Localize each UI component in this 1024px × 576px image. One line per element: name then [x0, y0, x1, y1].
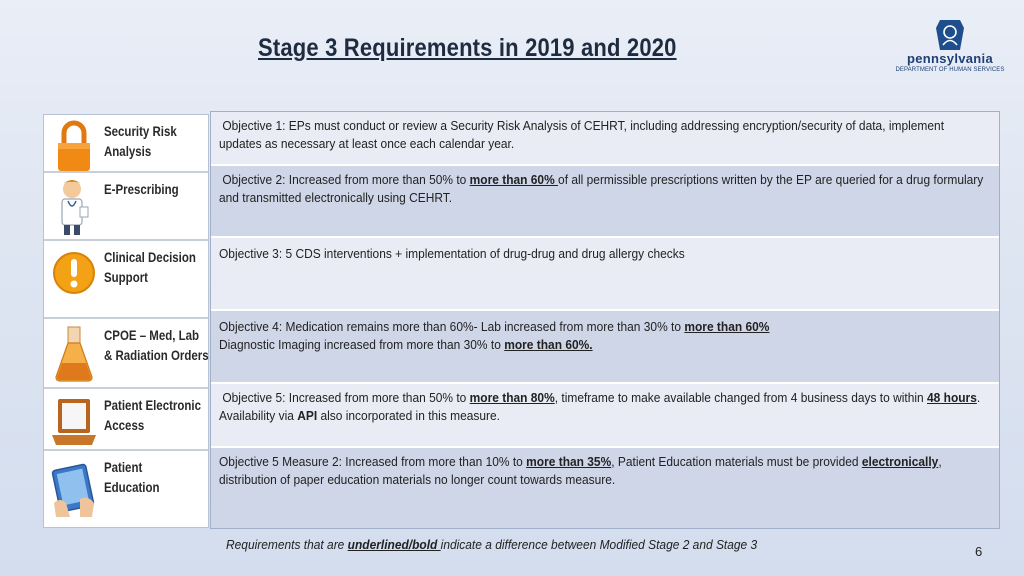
- category-e-prescribing: [44, 173, 208, 241]
- category-label-line1: Security Risk: [104, 123, 177, 139]
- changed-value: more than 60%.: [504, 337, 593, 352]
- changed-value: more than 60%: [684, 319, 770, 334]
- category-label-line1: Patient Electronic: [104, 397, 201, 413]
- footnote-emphasis: underlined/bold: [347, 537, 441, 552]
- pa-dhs-logo: [880, 18, 1020, 82]
- doctor-icon: [50, 177, 98, 237]
- objective-row-4: [211, 311, 999, 384]
- category-label-line2: Education: [104, 479, 160, 495]
- objective-text: Objective 1: EPs must conduct or review a Security Risk Analysis of CEHRT, including addressing encryption/security of data, implement updates as necessary at least once each calendar year.: [219, 118, 945, 151]
- objective-text: Objective 3: 5 CDS interventions + implementation of drug-drug and drug allergy checks: [219, 246, 685, 261]
- objective-row-2: [211, 166, 999, 238]
- category-label-line1: Clinical Decision: [104, 249, 196, 265]
- category-cpoe: [44, 319, 208, 389]
- warning-icon: [50, 245, 98, 305]
- category-label-line1: CPOE – Med, Lab: [104, 327, 200, 343]
- category-label-line2: Analysis: [104, 143, 152, 159]
- category-column: [43, 114, 209, 528]
- category-label-line1: E-Prescribing: [104, 181, 179, 197]
- objectives-table: [210, 111, 1000, 529]
- logo-department: DEPARTMENT OF HUMAN SERVICES: [895, 67, 1005, 73]
- api-term: API: [297, 408, 318, 423]
- category-clinical-decision-support: [44, 241, 208, 319]
- category-patient-electronic-access: [44, 389, 208, 451]
- padlock-icon: [50, 117, 98, 177]
- category-label-line2: & Radiation Orders: [104, 347, 209, 363]
- objective-text: Objective 5: Increased from more than 50% to more than 80%, timeframe to make available changed from 4 business days to within 48 hours. Availability via API also incorporated in this measure.: [219, 390, 981, 423]
- tablet-icon: [50, 459, 98, 519]
- flask-icon: [50, 323, 98, 383]
- logo-name: pennsylvania: [907, 51, 993, 66]
- changed-value: more than 35%: [526, 454, 612, 469]
- objective-row-1: [211, 112, 999, 166]
- category-security-risk-analysis: [44, 115, 208, 173]
- changed-value: electronically: [861, 454, 939, 469]
- keystone-logo-icon: [934, 18, 966, 52]
- page-number: 6: [975, 544, 983, 559]
- category-label-line2: Support: [104, 269, 148, 285]
- category-label-line1: Patient: [104, 459, 143, 475]
- changed-value: more than 60%: [469, 172, 559, 187]
- category-label-line2: Access: [104, 417, 145, 433]
- page-title: Stage 3 Requirements in 2019 and 2020: [258, 34, 677, 62]
- changed-value: more than 80%: [469, 390, 555, 405]
- objective-text: Objective 5 Measure 2: Increased from more than 10% to more than 35%, Patient Education materials must be provided electronically, distribution of paper education materials no longer count towards measure.: [219, 454, 942, 487]
- objective-row-5: [211, 384, 999, 448]
- laptop-icon: [50, 391, 98, 451]
- objective-text: Objective 2: Increased from more than 50% to more than 60% of all permissible prescriptions written by the EP are queried for a drug formulary and transmitted electronically using CEHRT.: [219, 172, 984, 205]
- objective-text: Objective 4: Medication remains more than 60%- Lab increased from more than 30% to more than 60% Diagnostic Imaging increased from more than 30% to more than 60%.: [219, 319, 770, 352]
- changed-value: 48 hours: [927, 390, 977, 405]
- footnote: Requirements that are underlined/bold indicate a difference between Modified Stage 2 and Stage 3: [226, 537, 758, 552]
- category-patient-education: [44, 451, 208, 527]
- objective-row-3: [211, 238, 999, 311]
- objective-row-6: [211, 448, 999, 528]
